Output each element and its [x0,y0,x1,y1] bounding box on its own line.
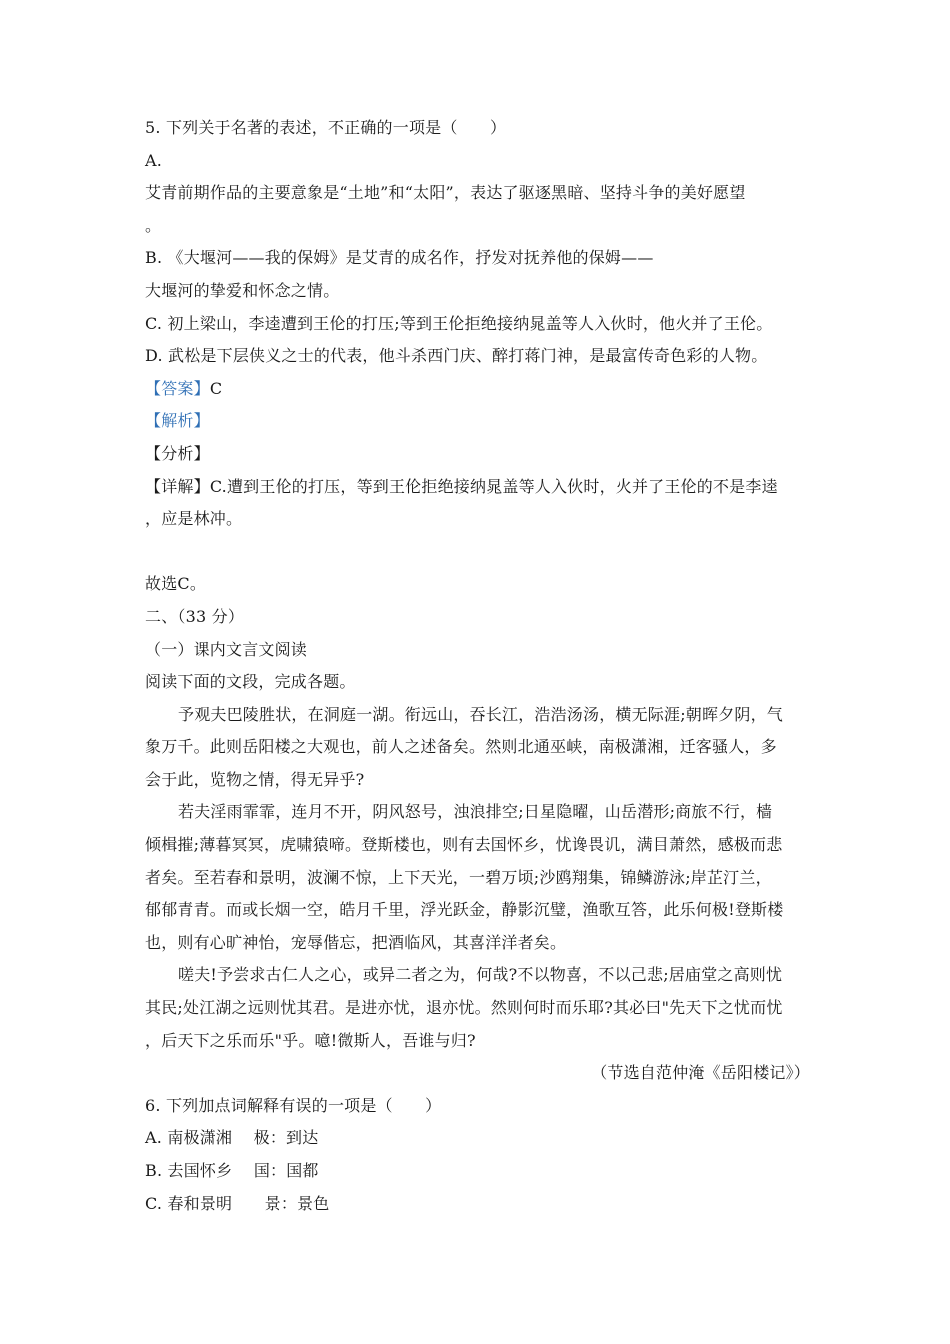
passage-line: 郁郁青青。而或长烟一空，皓月千里，浮光跃金，静影沉璧，渔歌互答，此乐何极!登斯楼 [145,900,784,920]
q5-option-b-line1: B. 《大堰河——我的保姆》是艾青的成名作，抒发对抚养他的保姆—— [145,248,654,268]
document-page [145,112,810,1220]
passage-line: 嗟夫!予尝求古仁人之心，或异二者之为，何哉?不以物喜，不以己悲;居庙堂之高则忧 [178,965,783,985]
passage-line: 会于此，览物之情，得无异乎? [145,769,365,789]
passage-line: 也，则有心旷神怡，宠辱偕忘，把酒临风，其喜洋洋者矣。 [145,932,567,952]
passage-line: 倾楫摧;薄暮冥冥，虎啸猿啼。登斯楼也，则有去国怀乡，忧谗畏讥，满目萧然，感极而悲 [145,835,783,855]
q5-answer [145,373,810,406]
passage-line: 者矣。至若春和景明，波澜不惊，上下天光，一碧万顷;沙鸥翔集，锦鳞游泳;岸芷汀兰， [145,867,772,887]
passage-line: 其民;处江湖之远则忧其君。是进亦忧，退亦忧。然则何时而乐耶?其必曰"先天下之忧而忧 [145,998,783,1018]
analysis-tag: 【解析】 [145,411,210,431]
q5-detail-line2: ，应是林冲。 [145,509,243,529]
passage-source: （节选自范仲淹《岳阳楼记》） [591,1063,810,1083]
passage-line: ，后天下之乐而乐"乎。噫!微斯人，吾谁与归? [145,1030,476,1050]
q5-option-d: D. 武松是下层侠义之士的代表，他斗杀西门庆、醉打蒋门神，是最富传奇色彩的人物。 [145,346,768,366]
section2-heading: 二、（33 分） [145,606,245,626]
q5-analysis [145,405,810,438]
q6-option-a: A. 南极潇湘 极：到达 [145,1128,319,1148]
q6-option-c: C. 春和景明 景：景色 [145,1193,330,1213]
q5-option-c: C. 初上梁山，李逵遭到王伦的打压;等到王伦拒绝接纳晁盖等人入伙时，他火并了王伦。 [145,313,773,333]
section2-subheading: （一）课内文言文阅读 [145,639,308,659]
passage-line: 若夫淫雨霏霏，连月不开，阴风怒号，浊浪排空;日星隐曜，山岳潜形;商旅不行，樯 [178,802,773,822]
spacer [145,536,810,569]
passage-line: 象万千。此则岳阳楼之大观也，前人之述备矣。然则北通巫峡，南极潇湘，迁客骚人，多 [145,737,777,757]
q6-option-b: B. 去国怀乡 国：国都 [145,1161,319,1180]
passage-paragraph-2 [145,796,810,959]
answer-tag: 【答案】 [145,378,210,398]
passage-line: 予观夫巴陵胜状，在洞庭一湖。衔远山，吞长江，浩浩汤汤，横无际涯;朝晖夕阴，气 [178,704,783,724]
q5-stem: 5. 下列关于名著的表述，不正确的一项是（ ） [145,118,507,137]
q5-detail-line1 [145,471,810,504]
q5-conclusion: 故选C。 [145,574,207,594]
q5-option-a-end: 。 [145,215,162,235]
section2-instruction: 阅读下面的文段，完成各题。 [145,672,356,692]
answer-value: C [209,378,223,398]
q5-option-a-text: 艾青前期作品的主要意象是“土地”和“太阳”，表达了驱逐黑暗、坚持斗争的美好愿望 [145,183,746,203]
passage-paragraph-3 [145,959,810,1057]
fenxi-tag: 【分析】 [145,443,210,463]
q6-stem: 6. 下列加点词解释有误的一项是（ ） [145,1095,442,1115]
detail-text: C.遭到王伦的打压，等到王伦拒绝接纳晁盖等人入伙时，火并了王伦的不是李逵 [209,476,778,496]
q5-fenxi [145,438,810,471]
passage-paragraph-1 [145,699,810,797]
q5-option-b-line2: 大堰河的挚爱和怀念之情。 [145,280,340,300]
q5-option-a-label: A. [145,150,163,170]
detail-tag: 【详解】 [145,476,210,496]
